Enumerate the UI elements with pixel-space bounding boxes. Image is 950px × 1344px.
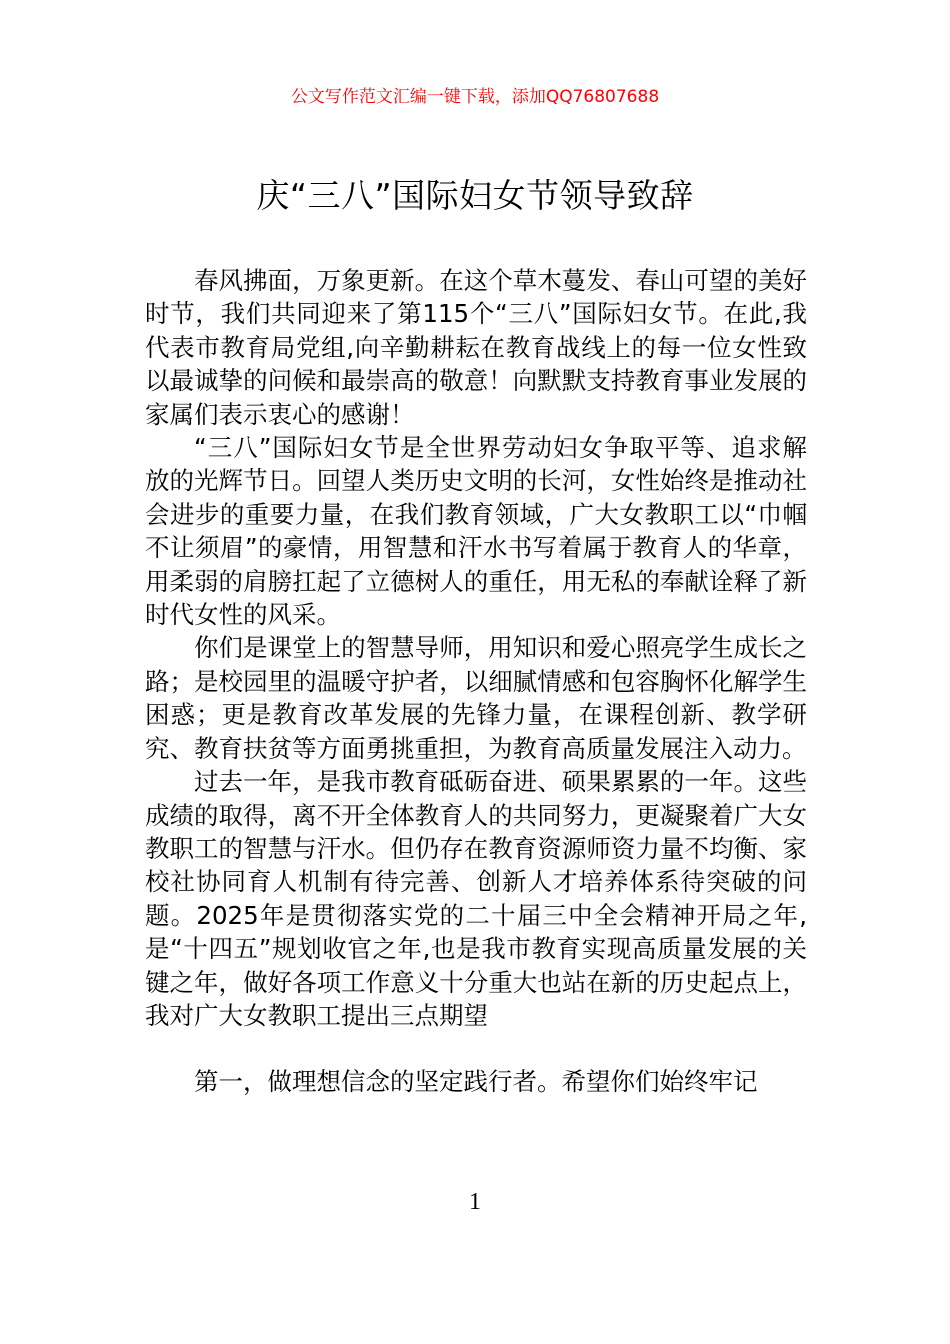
header-download-note: 公文写作范文汇编一键下载，添加QQ76807688 (290, 87, 660, 107)
document-title: 庆“三八”国际妇女节领导致辞 (256, 176, 694, 215)
paragraph-3: 你们是课堂上的智慧导师，用知识和爱心照亮学生成长之路；是校园里的温暖守护者，以细腻情感和包容胸怀化解学生困惑；更是教育改革发展的先锋力量，在课程创新、教学研究、教育扶贫等方面勇挑重担，为教育高质量发展注入动力。 (145, 633, 807, 763)
paragraph-1: 春风拂面，万象更新。在这个草木蔓发、春山可望的美好时节，我们共同迎来了第115个“三八”国际妇女节。在此,我代表市教育局党组,向辛勤耕耘在教育战线上的每一位女性致以最诚挚的问候和最崇高的敬意！向默默支持教育事业发展的家属们表示衷心的感谢！ (145, 266, 807, 429)
paragraph-5: 第一，做理想信念的坚定践行者。希望你们始终牢记 (194, 1067, 758, 1097)
page-number: 1 (469, 1189, 481, 1215)
paragraph-2: “三八”国际妇女节是全世界劳动妇女争取平等、追求解放的光辉节日。回望人类历史文明的长河，女性始终是推动社会进步的重要力量，在我们教育领域，广大女教职工以“巾帼不让须眉”的豪情，用智慧和汗水书写着属于教育人的华章，用柔弱的肩膀扛起了立德树人的重任，用无私的奉献诠释了新时代女性的风采。 (145, 433, 807, 630)
document-body (145, 264, 807, 1099)
paragraph-4: 过去一年，是我市教育砥砺奋进、硕果累累的一年。这些成绩的取得，离不开全体教育人的共同努力，更凝聚着广大女教职工的智慧与汗水。但仍存在教育资源师资力量不均衡、家校社协同育人机制有待完善、创新人才培养体系待突破的问题。2025年是贯彻落实党的二十届三中全会精神开局之年,是“十四五”规划收官之年,也是我市教育实现高质量发展的关键之年，做好各项工作意义十分重大也站在新的历史起点上，我对广大女教职工提出三点期望 (145, 767, 807, 1030)
